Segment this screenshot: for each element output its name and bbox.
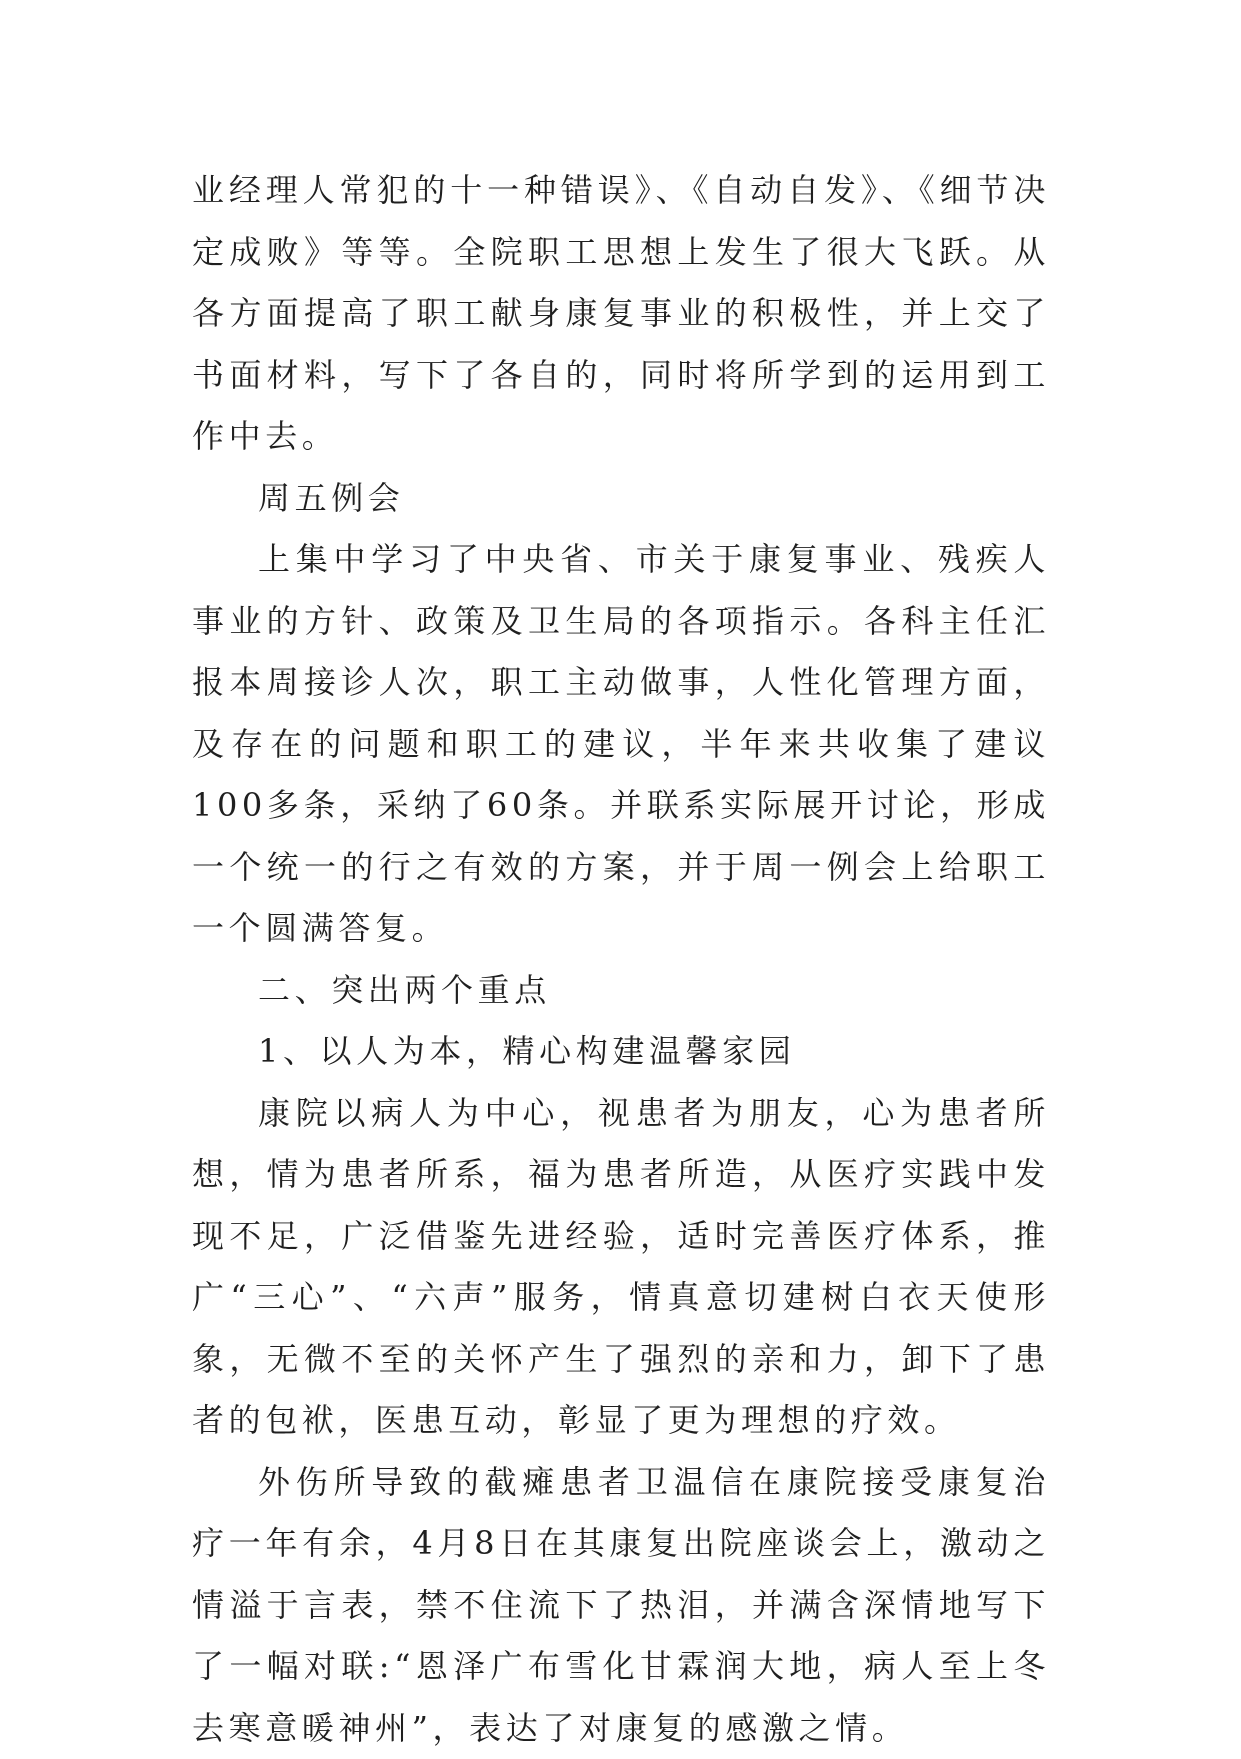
- paragraph-5: 外伤所导致的截瘫患者卫温信在康院接受康复治疗一年有余，4月8日在其康复出院座谈会上，激动之情溢于言表，禁不住流下了热泪，并满含深情地写下了一幅对联:“恩泽广布雪化甘霖润大地，病人至上冬去寒意暖神州”，表达了对康复的感激之情。: [192, 1452, 1050, 1759]
- section-heading: 二、突出两个重点: [192, 960, 1050, 1022]
- paragraph-3: 上集中学习了中央省、市关于康复事业、残疾人事业的方针、政策及卫生局的各项指示。各科主任汇报本周接诊人次，职工主动做事，人性化管理方面，及存在的问题和职工的建议，半年来共收集了建议100多条，采纳了60条。并联系实际展开讨论，形成一个统一的行之有效的方案，并于周一例会上给职工一个圆满答复。: [192, 529, 1050, 960]
- document-body: [192, 160, 1050, 1759]
- paragraph-1: 业经理人常犯的十一种错误》、《自动自发》、《细节决定成败》等等。全院职工思想上发生了很大飞跃。从各方面提高了职工献身康复事业的积极性，并上交了书面材料，写下了各自的，同时将所学到的运用到工作中去。: [192, 160, 1050, 468]
- paragraph-2: 周五例会: [192, 468, 1050, 530]
- paragraph-4: 康院以病人为中心，视患者为朋友，心为患者所想，情为患者所系，福为患者所造，从医疗实践中发现不足，广泛借鉴先进经验，适时完善医疗体系，推广“三心”、“六声”服务，情真意切建树白衣天使形象，无微不至的关怀产生了强烈的亲和力，卸下了患者的包袱，医患互动，彰显了更为理想的疗效。: [192, 1083, 1050, 1452]
- subsection-heading: 1、以人为本，精心构建温馨家园: [192, 1021, 1050, 1083]
